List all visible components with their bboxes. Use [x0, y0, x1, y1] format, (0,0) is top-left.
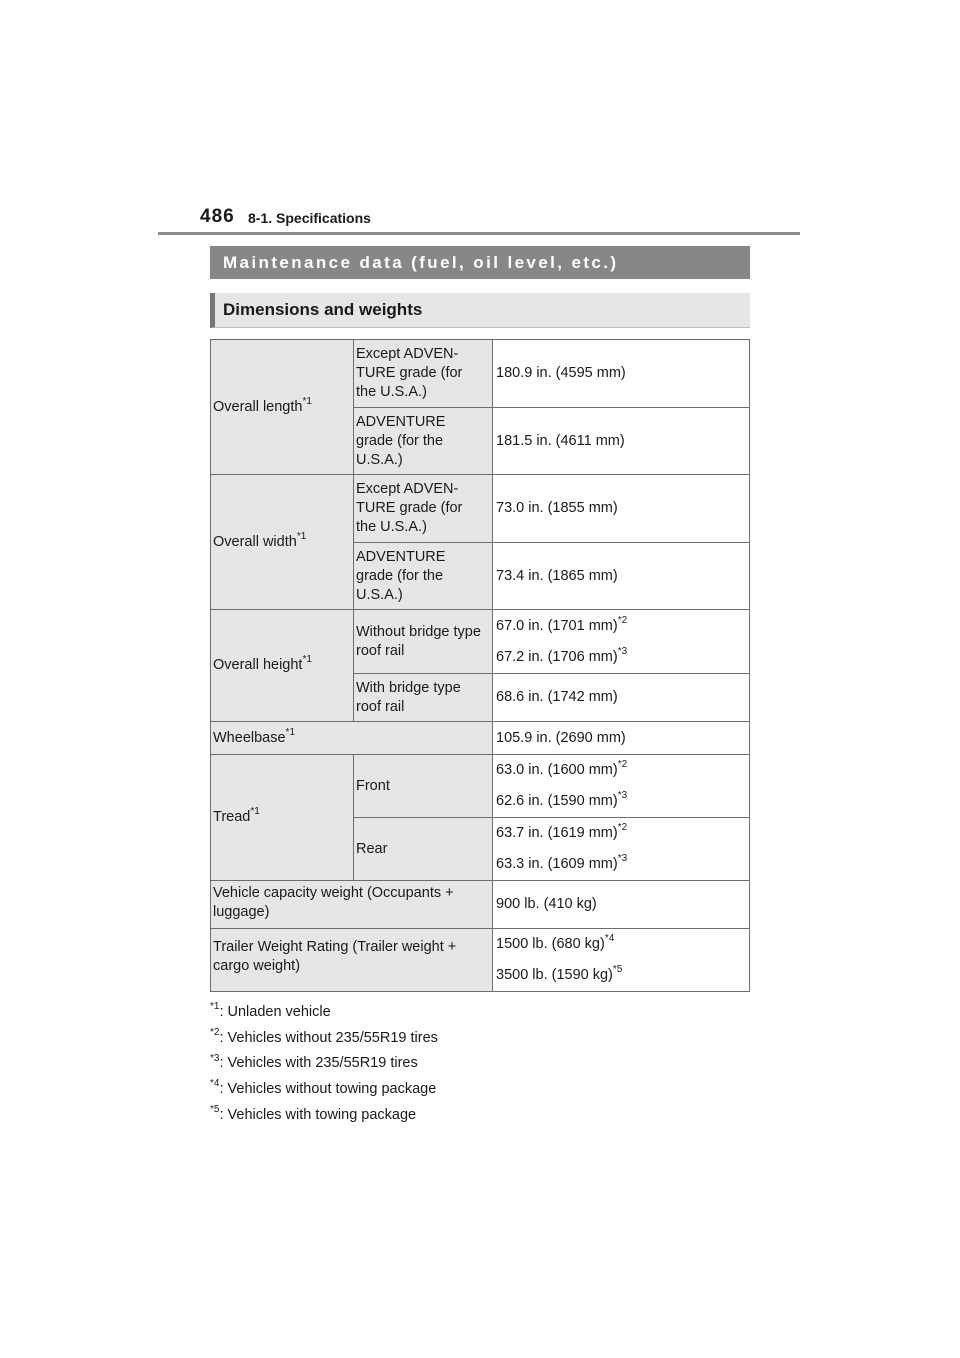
footnote: $^{*2}$: Vehicles without 235/55R19 tires — [210, 1026, 438, 1046]
table-row — [211, 610, 750, 674]
page-header — [200, 206, 800, 234]
table-row — [211, 722, 750, 755]
dimensions-table — [210, 339, 750, 992]
table-row — [211, 475, 750, 543]
condition-cell: With bridge type roof rail — [354, 674, 493, 722]
value-cell: 181.5 in. (4611 mm) — [493, 408, 750, 475]
condition-cell: Except ADVEN-TURE grade (for the U.S.A.) — [354, 340, 493, 408]
table-row — [211, 755, 750, 818]
condition-cell: ADVENTURE grade (for the U.S.A.) — [354, 543, 493, 610]
table-row — [211, 929, 750, 992]
vehicle-capacity-label: Vehicle capacity weight (Occupants + luggage) — [211, 881, 493, 929]
overall-width-label: Overall width$^{*1}$ — [211, 475, 354, 610]
condition-cell: Except ADVEN-TURE grade (for the U.S.A.) — [354, 475, 493, 543]
condition-cell: Front — [354, 755, 493, 818]
wheelbase-label: Wheelbase$^{*1}$ — [211, 722, 493, 755]
value-cell: 180.9 in. (4595 mm) — [493, 340, 750, 408]
value-cell: 63.7 in. (1619 mm)$^{*2}$ 63.3 in. (1609 mm)$^{*3}$ — [493, 818, 750, 881]
value-cell: 67.0 in. (1701 mm)$^{*2}$ 67.2 in. (1706 mm)$^{*3}$ — [493, 610, 750, 674]
table-row — [211, 881, 750, 929]
tread-label: Tread$^{*1}$ — [211, 755, 354, 881]
value-cell: 73.0 in. (1855 mm) — [493, 475, 750, 543]
condition-cell: ADVENTURE grade (for the U.S.A.) — [354, 408, 493, 475]
subheading: Dimensions and weights — [210, 293, 750, 328]
overall-length-label: Overall length$^{*1}$ — [211, 340, 354, 475]
header-rule — [158, 232, 800, 235]
value-cell: 63.0 in. (1600 mm)$^{*2}$ 62.6 in. (1590 mm)$^{*3}$ — [493, 755, 750, 818]
value-cell: 1500 lb. (680 kg)$^{*4}$ 3500 lb. (1590 kg)$^{*5}$ — [493, 929, 750, 992]
table-row — [211, 340, 750, 408]
value-cell: 105.9 in. (2690 mm) — [493, 722, 750, 755]
page-number: 486 — [200, 206, 235, 227]
footnote: $^{*1}$: Unladen vehicle — [210, 1001, 331, 1020]
footnote: $^{*5}$: Vehicles with towing package — [210, 1103, 417, 1123]
section-banner: Maintenance data (fuel, oil level, etc.) — [210, 246, 750, 279]
footnotes — [210, 1000, 438, 1128]
footnote: $^{*3}$: Vehicles with 235/55R19 tires — [210, 1052, 418, 1072]
condition-cell: Rear — [354, 818, 493, 881]
footnote: $^{*4}$: Vehicles without towing package — [210, 1078, 437, 1098]
trailer-rating-label: Trailer Weight Rating (Trailer weight + cargo weight) — [211, 929, 493, 992]
value-cell: 68.6 in. (1742 mm) — [493, 674, 750, 722]
value-cell: 900 lb. (410 kg) — [493, 881, 750, 929]
overall-height-label: Overall height$^{*1}$ — [211, 610, 354, 722]
section-title: 8-1. Specifications — [248, 210, 371, 226]
value-cell: 73.4 in. (1865 mm) — [493, 543, 750, 610]
condition-cell: Without bridge type roof rail — [354, 610, 493, 674]
